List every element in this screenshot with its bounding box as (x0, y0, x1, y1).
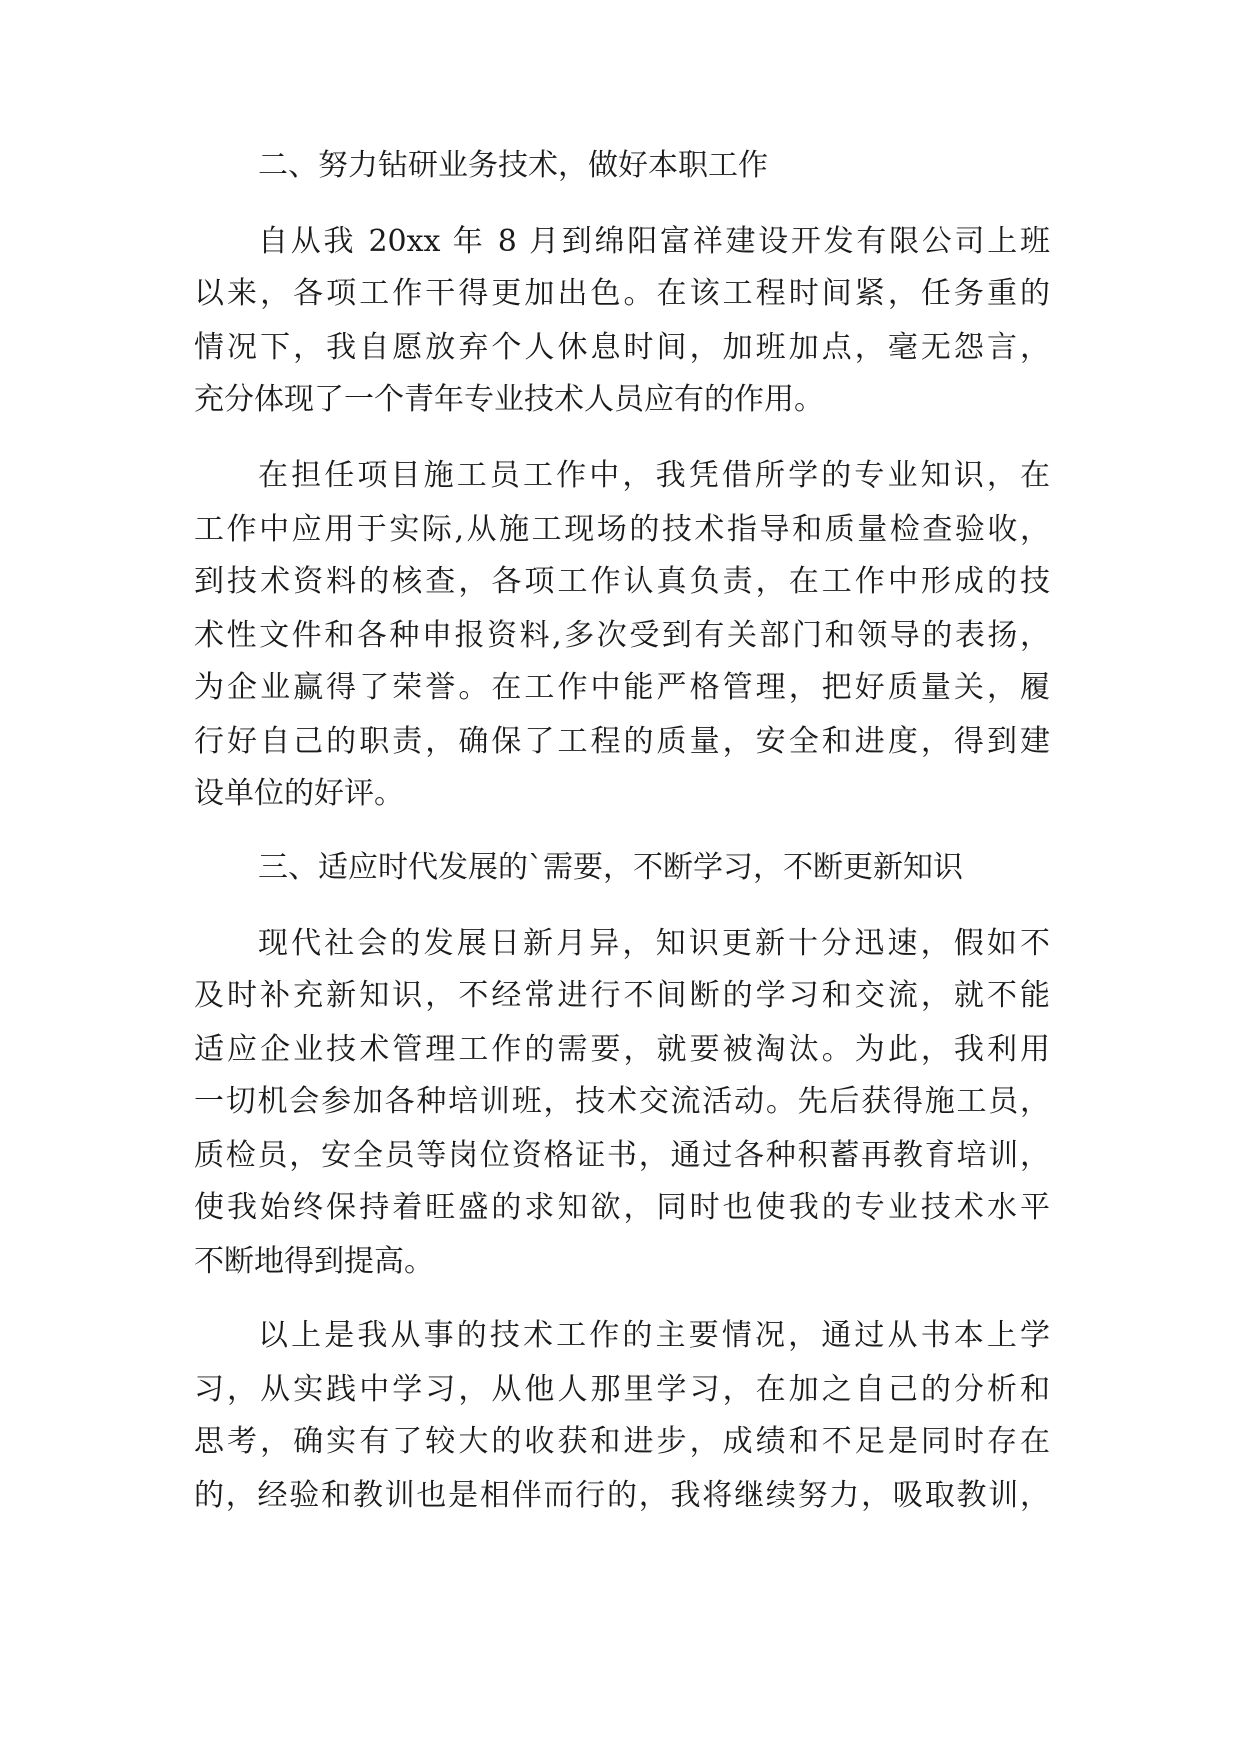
section-heading-3: 三、适应时代发展的`需要，不断学习，不断更新知识 (258, 850, 963, 885)
paragraph-line: 及时补充新知识，不经常进行不间断的学习和交流，就不能 (194, 978, 1050, 1013)
paragraph-line: 为企业赢得了荣誉。在工作中能严格管理，把好质量关，履 (194, 670, 1050, 705)
paragraph-line: 设单位的好评。 (194, 776, 404, 811)
paragraph-line: 以上是我从事的技术工作的主要情况，通过从书本上学 (258, 1318, 1050, 1353)
paragraph-line: 不断地得到提高。 (194, 1244, 434, 1279)
paragraph-line: 充分体现了一个青年专业技术人员应有的作用。 (194, 382, 824, 417)
paragraph-line: 使我始终保持着旺盛的求知欲，同时也使我的专业技术水平 (194, 1190, 1050, 1225)
paragraph-line: 思考，确实有了较大的收获和进步，成绩和不足是同时存在 (194, 1424, 1050, 1459)
paragraph-line: 的，经验和教训也是相伴而行的，我将继续努力，吸取教训， (194, 1478, 1050, 1513)
paragraph-line: 行好自己的职责，确保了工程的质量，安全和进度，得到建 (194, 724, 1050, 759)
paragraph-line: 质检员，安全员等岗位资格证书，通过各种积蓄再教育培训， (194, 1138, 1050, 1173)
paragraph-line: 工作中应用于实际,从施工现场的技术指导和质量检查验收， (194, 512, 1050, 547)
paragraph-line: 以来，各项工作干得更加出色。在该工程时间紧，任务重的 (194, 276, 1050, 311)
paragraph-line: 在担任项目施工员工作中，我凭借所学的专业知识，在 (258, 458, 1050, 493)
paragraph-line: 自从我 20xx 年 8 月到绵阳富祥建设开发有限公司上班 (258, 224, 1050, 259)
paragraph-line: 术性文件和各种申报资料,多次受到有关部门和领导的表扬， (194, 618, 1050, 653)
paragraph-line: 情况下，我自愿放弃个人休息时间，加班加点，毫无怨言， (194, 330, 1050, 365)
paragraph-line: 适应企业技术管理工作的需要，就要被淘汰。为此，我利用 (194, 1032, 1050, 1067)
paragraph-line: 一切机会参加各种培训班，技术交流活动。先后获得施工员， (194, 1084, 1050, 1119)
paragraph-line: 现代社会的发展日新月异，知识更新十分迅速，假如不 (258, 926, 1050, 961)
paragraph-line: 到技术资料的核查，各项工作认真负责，在工作中形成的技 (194, 564, 1050, 599)
paragraph-line: 习，从实践中学习，从他人那里学习，在加之自己的分析和 (194, 1372, 1050, 1407)
section-heading-2: 二、努力钻研业务技术，做好本职工作 (258, 148, 768, 183)
